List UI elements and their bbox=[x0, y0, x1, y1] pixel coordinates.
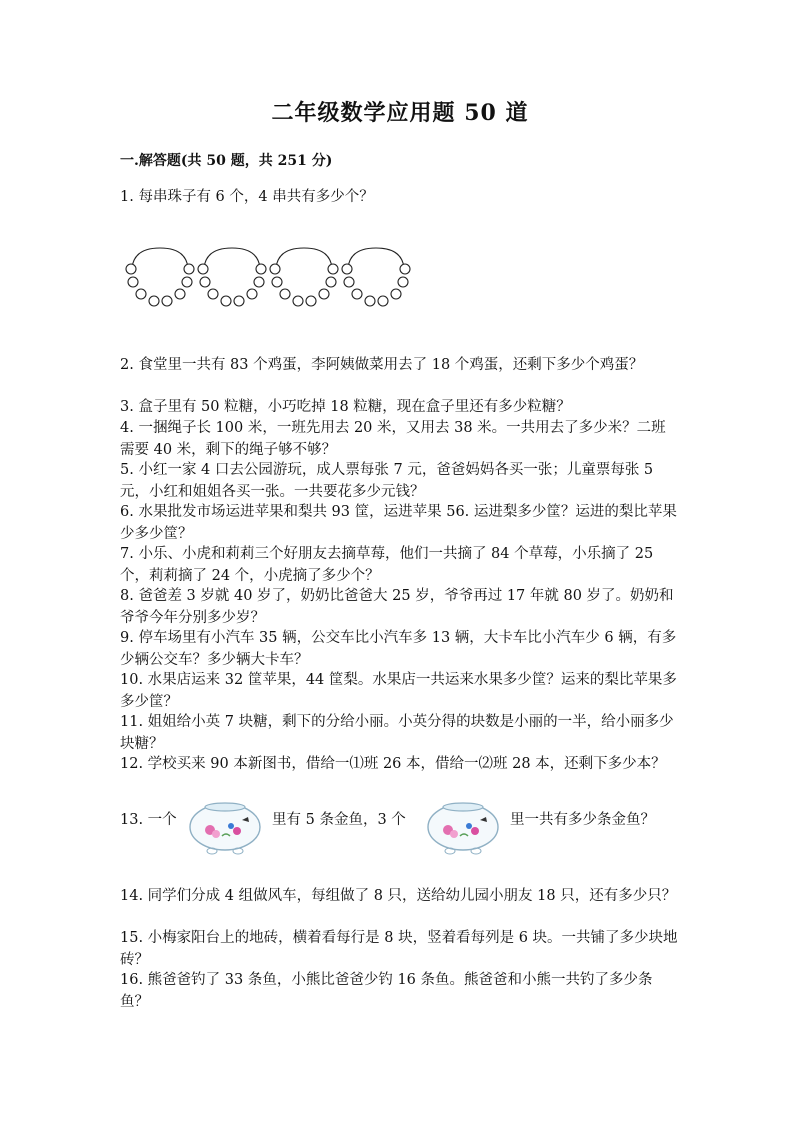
question-1: 1. 每串珠子有 6 个，4 串共有多少个？ bbox=[120, 189, 374, 205]
question-13 bbox=[120, 798, 680, 858]
question-15: 15. 小梅家阳台上的地砖，横着看每行是 8 块，竖着看每列是 6 块。一共铺了多少块地砖？ bbox=[120, 930, 678, 968]
question-5: 5. 小红一家 4 口去公园游玩，成人票每张 7 元，爸爸妈妈各买一张；儿童票每张 5 元，小红和姐姐各买一张。一共要花多少元钱？ bbox=[120, 462, 654, 500]
fishbowl-icon bbox=[424, 798, 502, 856]
question-12: 12. 学校买来 90 本新图书，借给一⑴班 26 本，借给一⑵班 28 本，还剩下多少本？ bbox=[120, 756, 666, 772]
question-13-part1: 13. 一个 bbox=[120, 812, 177, 828]
question-9: 9. 停车场里有小汽车 35 辆，公交车比小汽车多 13 辆，大卡车比小汽车少 6 辆，有多少辆公交车？多少辆大卡车？ bbox=[120, 630, 677, 668]
question-7: 7. 小乐、小虎和莉莉三个好朋友去摘草莓，他们一共摘了 84 个草莓，小乐摘了 25 个，莉莉摘了 24 个，小虎摘了多少个？ bbox=[120, 546, 654, 584]
question-11: 11. 姐姐给小英 7 块糖，剩下的分给小丽。小英分得的块数是小丽的一半，给小丽多少块糖？ bbox=[120, 714, 674, 752]
question-4: 4. 一捆绳子长 100 米，一班先用去 20 米，又用去 38 米。一共用去了多少米？二班需要 40 米，剩下的绳子够不够？ bbox=[120, 420, 666, 458]
question-14: 14. 同学们分成 4 组做风车，每组做了 8 只，送给幼儿园小朋友 18 只，还有多少只？ bbox=[120, 888, 677, 904]
page-title: 二年级数学应用题 50 道 bbox=[271, 100, 529, 126]
question-13-part2: 里有 5 条金鱼，3 个 bbox=[272, 812, 406, 828]
question-16: 16. 熊爸爸钓了 33 条鱼，小熊比爸爸少钓 16 条鱼。熊爸爸和小熊一共钓了多少条鱼？ bbox=[120, 972, 653, 1010]
question-2: 2. 食堂里一共有 83 个鸡蛋，李阿姨做菜用去了 18 个鸡蛋，还剩下多少个鸡蛋？ bbox=[120, 357, 644, 373]
question-8: 8. 爸爸差 3 岁就 40 岁了，奶奶比爸爸大 25 岁，爷爷再过 17 年就 80 岁了。奶奶和爷爷今年分别多少岁？ bbox=[120, 588, 674, 626]
question-3: 3. 盒子里有 50 粒糖，小巧吃掉 18 粒糖，现在盒子里还有多少粒糖？ bbox=[120, 399, 571, 415]
bead-strings-image bbox=[124, 246, 424, 312]
question-13-part3: 里一共有多少条金鱼？ bbox=[510, 812, 655, 828]
fishbowl-icon bbox=[186, 798, 264, 856]
section-heading: 一.解答题(共 50 题，共 251 分) bbox=[120, 153, 333, 169]
question-6: 6. 水果批发市场运进苹果和梨共 93 筐，运进苹果 56. 运进梨多少筐？运进的梨比苹果少多少筐？ bbox=[120, 504, 677, 542]
question-10: 10. 水果店运来 32 筐苹果，44 筐梨。水果店一共运来水果多少筐？运来的梨比苹果多多少筐？ bbox=[120, 672, 677, 710]
